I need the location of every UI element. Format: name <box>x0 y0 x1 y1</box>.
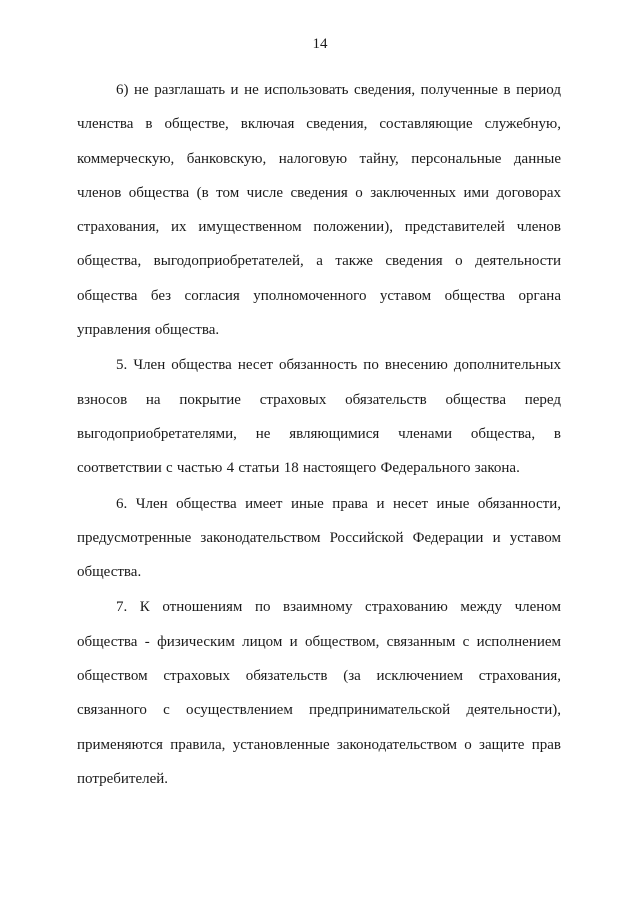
page-number: 14 <box>312 36 328 52</box>
paragraph-5-additional-contributions: 5. Член общества несет обязанность по внесению дополнительных взносов на покрытие страховых обязательств общества перед выгодоприобретателями, не являющимися членами общества, в соответствии с частью 4 статьи 18 настоящего Федерального закона. <box>77 357 561 477</box>
document-body <box>77 73 561 796</box>
paragraph-item-6-confidentiality: 6) не разглашать и не использовать сведения, полученные в период членства в обществе, включая сведения, составляющие служебную, коммерческую, банковскую, налоговую тайну, персональные данные членов общества (в том числе сведения о заключенных ими договорах страхования, их имущественном положении), представителей членов общества, выгодоприобретателей, а также сведения о деятельности общества без согласия уполномоченного уставом общества органа управления общества. <box>77 82 561 339</box>
paragraph-6-other-rights-duties: 6. Член общества имеет иные права и несет иные обязанности, предусмотренные законодательством Российской Федерации и уставом общества. <box>77 495 561 581</box>
paragraph-7-consumer-protection: 7. К отношениям по взаимному страхованию между членом общества - физическим лицом и обществом, связанным с исполнением обществом страховых обязательств (за исключением страхования, связанного с осуществлением предпринимательской деятельности), применяются правила, установленные законодательством о защите прав потребителей. <box>77 599 561 787</box>
